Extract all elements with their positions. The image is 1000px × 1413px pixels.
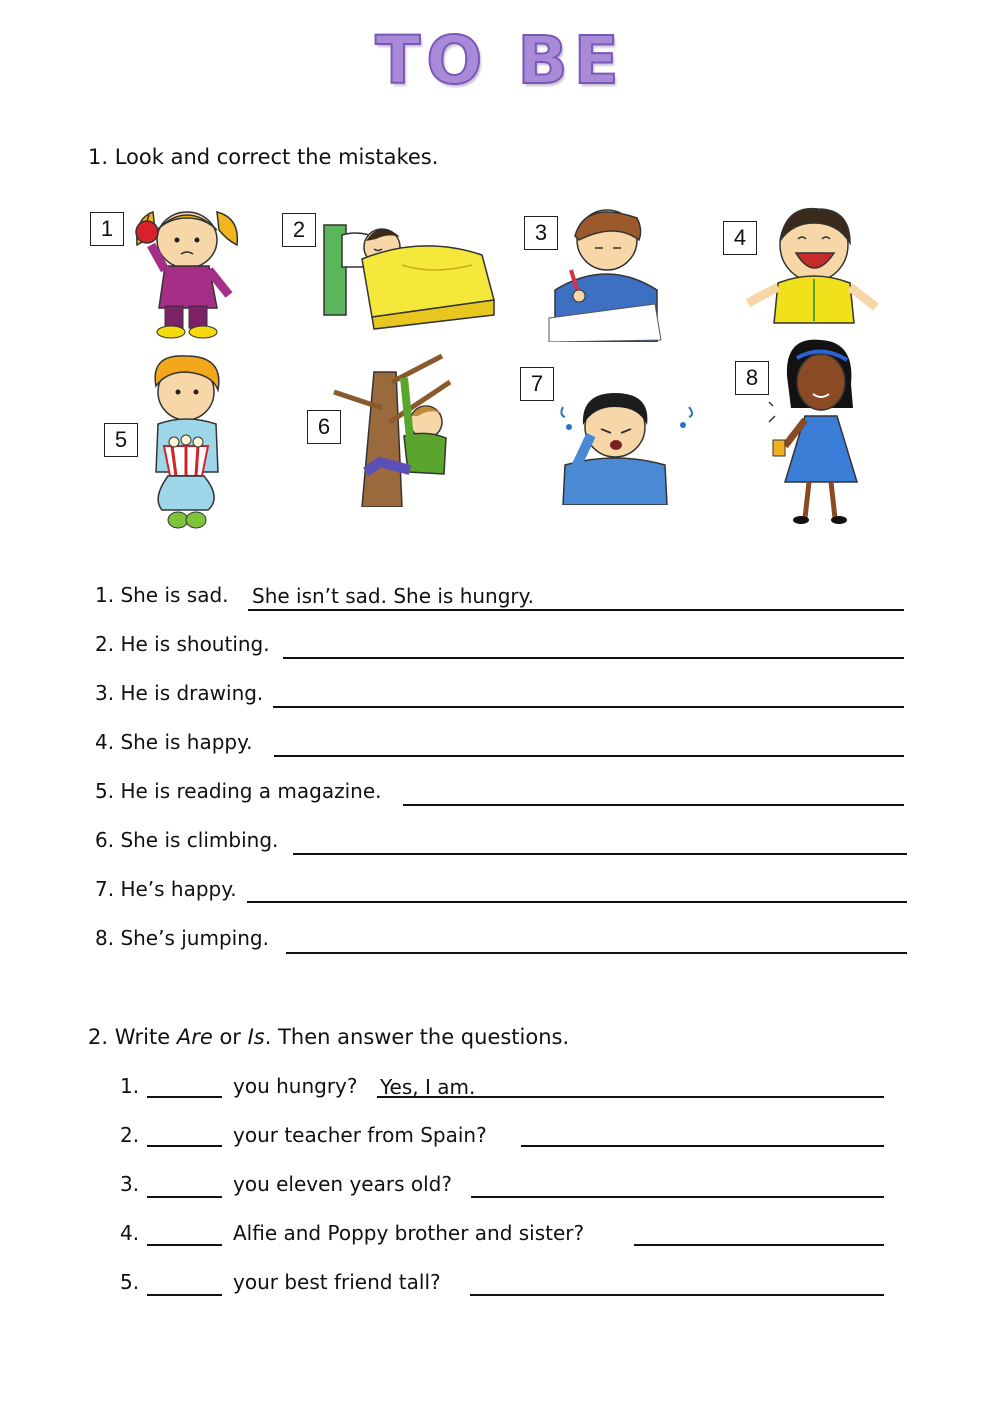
sentence-prompt: 4. She is happy. [95,730,253,754]
answer-line[interactable] [283,657,904,659]
answer-line[interactable] [293,853,907,855]
heading-text: 2. Write [88,1025,177,1049]
sentence-prompt: 3. He is drawing. [95,681,264,705]
question-text: you eleven years old? [233,1172,452,1196]
question-number: 5. [120,1270,140,1294]
picture-number-box: 7 [520,367,554,401]
picture-number-box: 5 [104,423,138,457]
question-text: Alfie and Poppy brother and sister? [233,1221,585,1245]
question-number: 4. [120,1221,140,1245]
verb-blank[interactable] [147,1196,222,1198]
sentence-prompt: 7. He’s happy. [95,877,237,901]
crying-boy-illustration [555,385,700,505]
heading-is: Is [247,1025,265,1049]
laughing-boy-illustration [742,203,880,325]
section1-heading: 1. Look and correct the mistakes. [88,145,439,169]
answer-line[interactable] [634,1244,884,1246]
answer-line[interactable] [521,1145,884,1147]
question-text: your best friend tall? [233,1270,441,1294]
girl-listening-music-illustration [765,336,865,526]
answer-line[interactable] [274,755,904,757]
girl-with-apple-illustration [125,200,250,340]
sentence-prompt: 2. He is shouting. [95,632,270,656]
answer-line[interactable] [470,1294,884,1296]
verb-blank[interactable] [147,1096,222,1098]
question-answer[interactable]: Yes, I am. [380,1075,476,1099]
section2-heading [88,1025,569,1049]
picture-number-box: 1 [90,212,124,246]
answer-line[interactable] [403,804,904,806]
picture-number-box: 4 [723,221,757,255]
question-number: 3. [120,1172,140,1196]
boy-eating-popcorn-illustration [138,350,233,532]
heading-text: or [212,1025,248,1049]
question-number: 2. [120,1123,140,1147]
heading-are: Are [176,1025,213,1049]
verb-blank[interactable] [147,1145,222,1147]
answer-line[interactable] [286,952,907,954]
boy-climbing-tree-illustration [330,352,460,507]
sentence-prompt: 1. She is sad. [95,583,229,607]
answer-line[interactable] [273,706,904,708]
picture-number-box: 3 [524,216,558,250]
boy-sleeping-in-bed-illustration [322,205,497,330]
picture-number-box: 6 [307,410,341,444]
sentence-prompt: 8. She’s jumping. [95,926,269,950]
picture-number-box: 2 [282,213,316,247]
answer-line[interactable] [247,901,907,903]
picture-number-box: 8 [735,361,769,395]
answer-line[interactable] [471,1196,884,1198]
answer-line[interactable] [377,1096,884,1098]
question-text: your teacher from Spain? [233,1123,487,1147]
sentence-prompt: 5. He is reading a magazine. [95,779,382,803]
sentence-prompt: 6. She is climbing. [95,828,279,852]
worksheet-title: TO BE [375,22,625,99]
boy-drawing-illustration [545,200,665,342]
verb-blank[interactable] [147,1294,222,1296]
sentence-answer[interactable]: She isn’t sad. She is hungry. [252,584,534,608]
verb-blank[interactable] [147,1244,222,1246]
answer-line[interactable] [248,609,904,611]
heading-text: . Then answer the questions. [264,1025,570,1049]
question-number: 1. [120,1074,140,1098]
question-text: you hungry? [233,1074,358,1098]
